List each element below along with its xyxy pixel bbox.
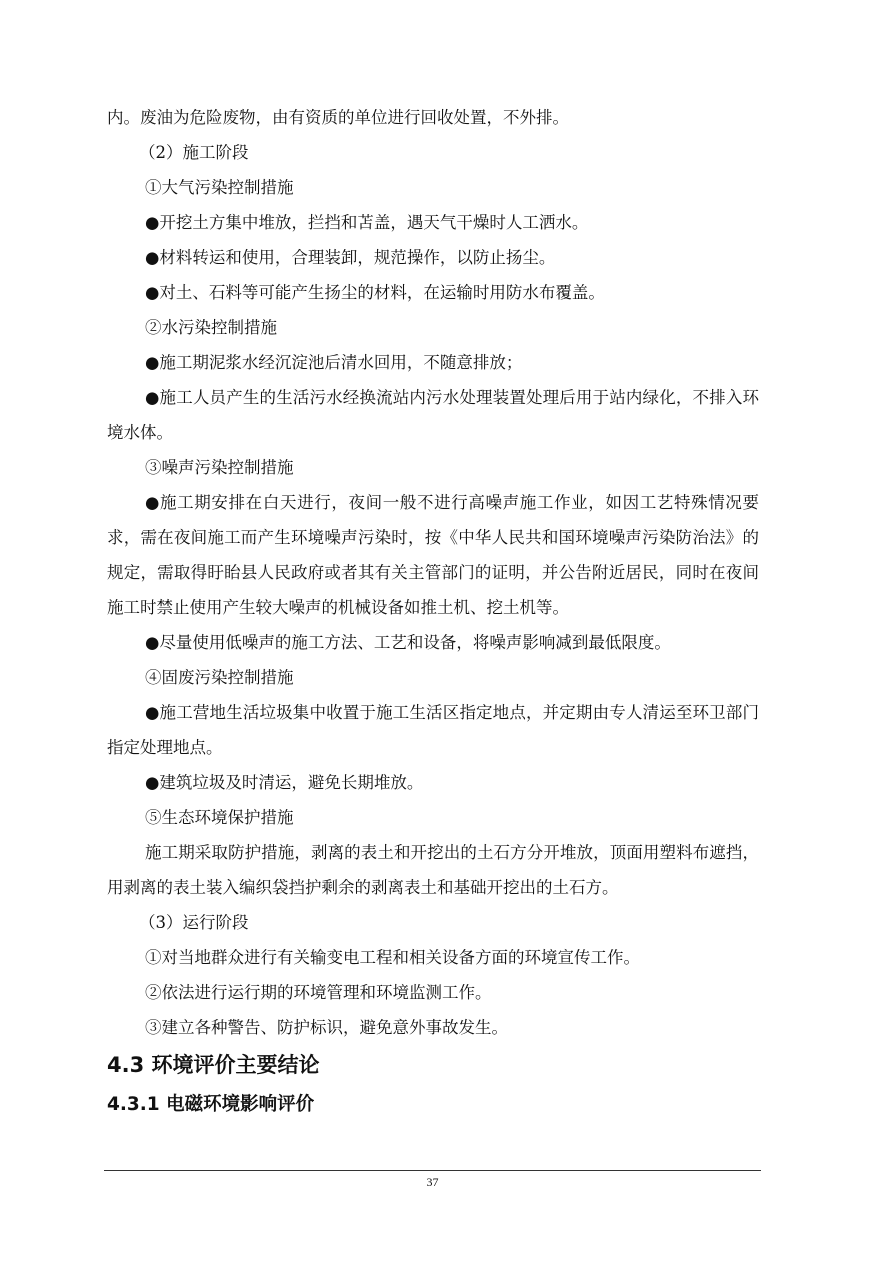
paragraph: 内。废油为危险废物，由有资质的单位进行回收处置，不外排。 xyxy=(107,108,569,127)
paragraph: ①大气污染控制措施 xyxy=(145,178,294,197)
paragraph: ●施工期泥浆水经沉淀池后清水回用，不随意排放； xyxy=(145,353,523,372)
paragraph: ④固废污染控制措施 xyxy=(145,668,294,687)
section-heading: 4.3 环境评价主要结论 xyxy=(107,1053,320,1077)
paragraph: ●施工营地生活垃圾集中收置于施工生活区指定地点，并定期由专人清运至环卫部门指定处理地点。 xyxy=(107,703,759,757)
paragraph: ②水污染控制措施 xyxy=(145,318,277,337)
paragraph: ●施工期安排在白天进行，夜间一般不进行高噪声施工作业，如因工艺特殊情况要求，需在夜间施工而产生环境噪声污染时，按《中华人民共和国环境噪声污染防治法》的规定，需取得盱眙县人民政府或者其有关主管部门的证明，并公告附近居民，同时在夜间施工时禁止使用产生较大噪声的机械设备如推土机、挖土机等。 xyxy=(107,493,759,617)
stage-heading: （2）施工阶段 xyxy=(139,143,249,162)
paragraph-list xyxy=(107,100,759,1045)
stage-heading: （3）运行阶段 xyxy=(139,913,249,932)
paragraph: ③建立各种警告、防护标识，避免意外事故发生。 xyxy=(145,1018,508,1037)
paragraph: ●建筑垃圾及时清运，避免长期堆放。 xyxy=(145,773,424,792)
paragraph: ●对土、石料等可能产生扬尘的材料，在运输时用防水布覆盖。 xyxy=(145,283,605,302)
paragraph: ●材料转运和使用，合理装卸，规范操作，以防止扬尘。 xyxy=(145,248,556,267)
paragraph: ●尽量使用低噪声的施工方法、工艺和设备，将噪声影响减到最低限度。 xyxy=(145,633,671,652)
paragraph: 施工期采取防护措施，剥离的表土和开挖出的土石方分开堆放，顶面用塑料布遮挡，用剥离的表土装入编织袋挡护剩余的剥离表土和基础开挖出的土石方。 xyxy=(107,843,759,897)
paragraph: ●开挖土方集中堆放，拦挡和苫盖，遇天气干燥时人工洒水。 xyxy=(145,213,589,232)
subsection-heading: 4.3.1 电磁环境影响评价 xyxy=(107,1094,315,1115)
document-body xyxy=(107,100,759,1125)
footer-divider xyxy=(104,1170,761,1171)
paragraph: ①对当地群众进行有关输变电工程和相关设备方面的环境宣传工作。 xyxy=(145,948,640,967)
page-number: 37 xyxy=(426,1175,439,1189)
paragraph: ②依法进行运行期的环境管理和环境监测工作。 xyxy=(145,983,492,1002)
paragraph: ③噪声污染控制措施 xyxy=(145,458,294,477)
paragraph: ●施工人员产生的生活污水经换流站内污水处理装置处理后用于站内绿化，不排入环境水体。 xyxy=(107,388,759,442)
paragraph: ⑤生态环境保护措施 xyxy=(145,808,294,827)
